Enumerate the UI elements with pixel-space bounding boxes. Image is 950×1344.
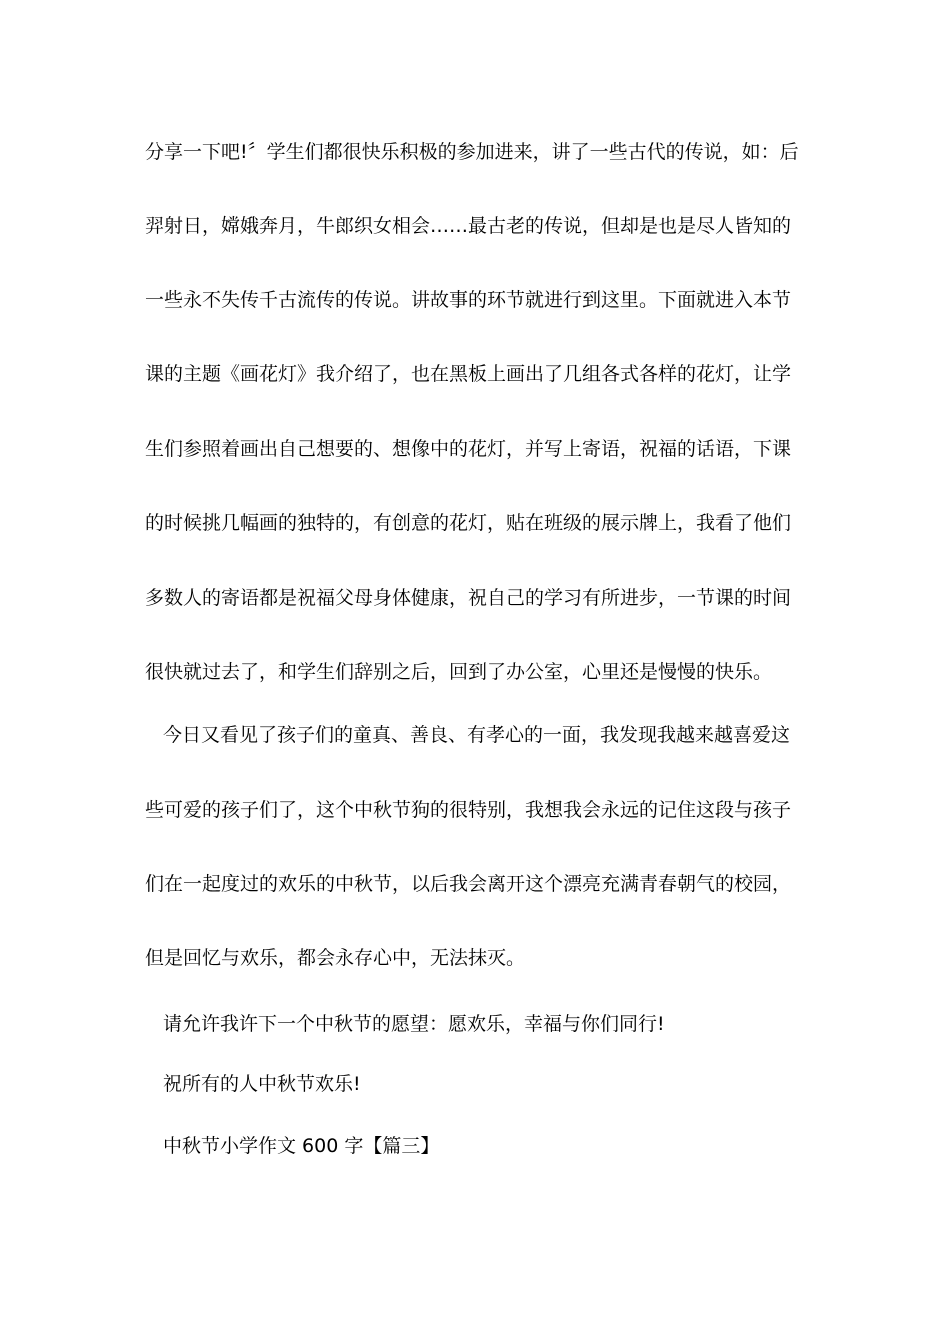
text-line: 羿射日，嫦娥奔月，牛郎织女相会……最古老的传说，但却是也是尽人皆知的 — [145, 215, 792, 237]
text-line: 生们参照着画出自己想要的、想像中的花灯，并写上寄语，祝福的话语，下课 — [145, 438, 792, 460]
paragraph-start-line: 请允许我许下一个中秋节的愿望：愿欢乐，幸福与你们同行! — [163, 1013, 665, 1035]
text-line: 很快就过去了，和学生们辞别之后，回到了办公室，心里还是慢慢的快乐。 — [145, 661, 773, 683]
section-heading: 中秋节小学作文 600 字【篇三】 — [163, 1135, 440, 1157]
paragraph-start-line: 祝所有的人中秋节欢乐! — [163, 1073, 361, 1095]
text-line: 分享一下吧!〞学生们都很快乐积极的参加进来，讲了一些古代的传说，如：后 — [145, 141, 799, 163]
text-line: 的时候挑几幅画的独特的，有创意的花灯，贴在班级的展示牌上，我看了他们 — [145, 512, 792, 534]
text-line: 们在一起度过的欢乐的中秋节，以后我会离开这个漂亮充满青春朝气的校园， — [145, 873, 792, 895]
text-line: 但是回忆与欢乐，都会永存心中，无法抹灭。 — [145, 947, 526, 969]
text-line: 一些永不失传千古流传的传说。讲故事的环节就进行到这里。下面就进入本节 — [145, 289, 792, 311]
text-line: 课的主题《画花灯》我介绍了，也在黑板上画出了几组各式各样的花灯，让学 — [145, 363, 792, 385]
text-line: 些可爱的孩子们了，这个中秋节狗的很特别，我想我会永远的记住这段与孩子 — [145, 799, 792, 821]
text-line: 多数人的寄语都是祝福父母身体健康，祝自己的学习有所进步，一节课的时间 — [145, 587, 792, 609]
paragraph-start-line: 今日又看见了孩子们的童真、善良、有孝心的一面，我发现我越来越喜爱这 — [163, 724, 791, 746]
